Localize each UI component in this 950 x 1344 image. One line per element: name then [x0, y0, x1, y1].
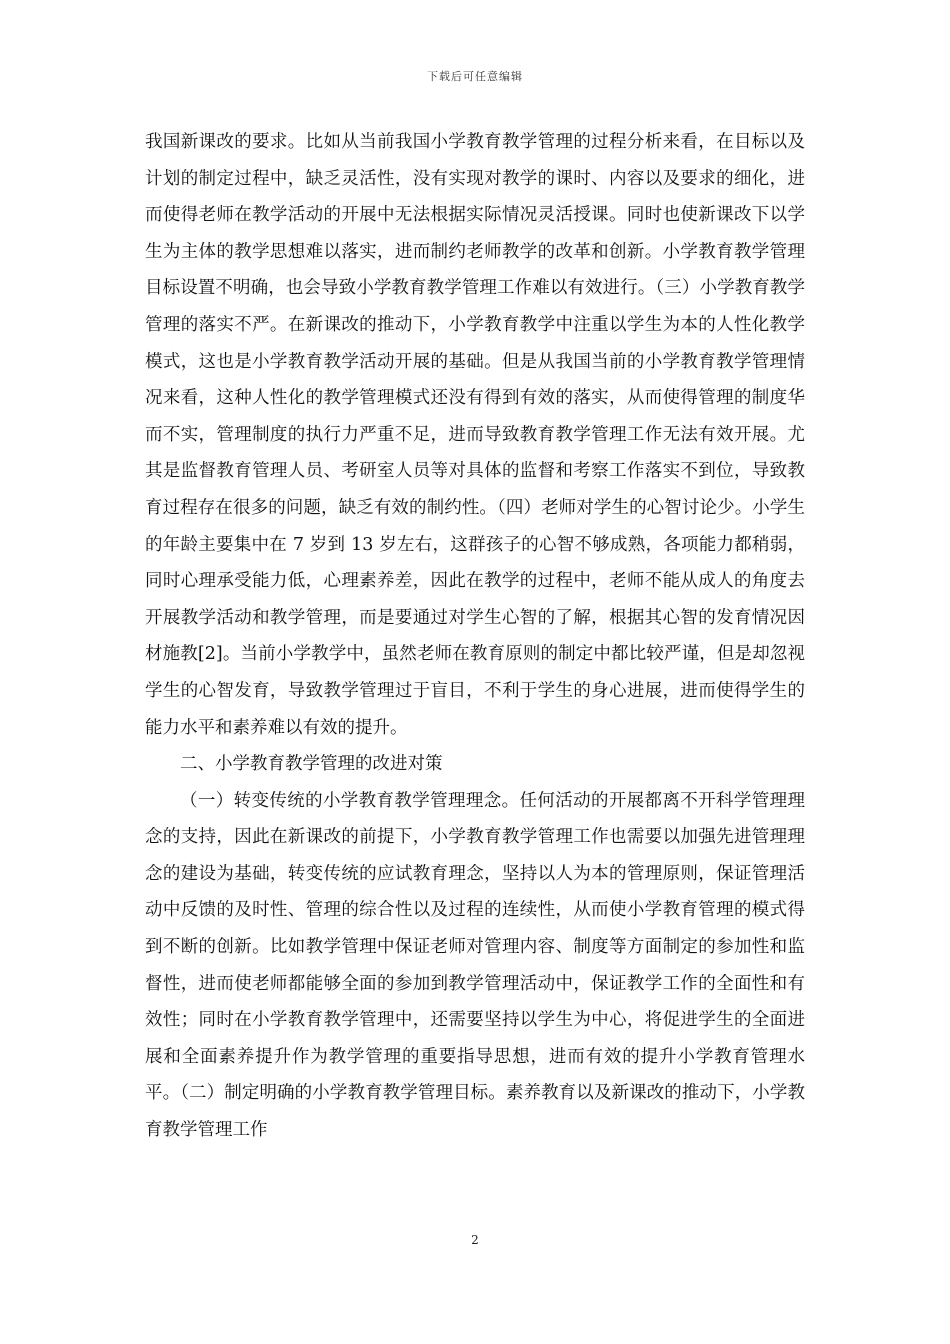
body-paragraph: 我国新课改的要求。比如从当前我国小学教育教学管理的过程分析来看，在目标以及计划的制定过程中，缺乏灵活性，没有实现对教学的课时、内容以及要求的细化，进而使得老师在教学活动的开展中无法根据实际情况灵活授课。同时也使新课改下以学生为主体的教学思想难以落实，进而制约老师教学的改革和创新。小学教育教学管理目标设置不明确，也会导致小学教育教学管理工作难以有效进行。（三）小学教育教学管理的落实不严。在新课改的推动下，小学教育教学中注重以学生为本的人性化教学模式，这也是小学教育教学活动开展的基础。但是从我国当前的小学教育教学管理情况来看，这种人性化的教学管理模式还没有得到有效的落实，从而使得管理的制度华而不实，管理制度的执行力严重不足，进而导致教育教学管理工作无法有效开展。尤其是监督教育管理人员、考研室人员等对具体的监督和考察工作落实不到位，导致教育过程存在很多的问题，缺乏有效的制约性。（四）老师对学生的心智讨论少。小学生的年龄主要集中在 7 岁到 13 岁左右，这群孩子的心智不够成熟，各项能力都稍弱，同时心理承受能力低，心理素养差，因此在教学的过程中，老师不能从成人的角度去开展教学活动和教学管理，而是要通过对学生心智的了解，根据其心智的发育情况因材施教[2]。当前小学教学中，虽然老师在教育原则的制定中都比较严谨，但是却忽视学生的心智发育，导致教学管理过于盲目，不利于学生的身心进展，进而使得学生的能力水平和素养难以有效的提升。: [145, 132, 805, 738]
page-header: 下载后可任意编辑: [427, 70, 523, 83]
section-heading: 二、小学教育教学管理的改进对策: [180, 754, 443, 775]
body-paragraph: （一）转变传统的小学教育教学管理理念。任何活动的开展都离不开科学管理理念的支持，因此在新课改的前提下，小学教育教学管理工作也需要以加强先进管理理念的建设为基础，转变传统的应试教育理念，坚持以人为本的管理原则，保证管理活动中反馈的及时性、管理的综合性以及过程的连续性，从而使小学教育管理的模式得到不断的创新。比如教学管理中保证老师对管理内容、制度等方面制定的参加性和监督性，进而使老师都能够全面的参加到教学管理活动中，保证教学工作的全面性和有效性；同时在小学教育教学管理中，还需要坚持以学生为中心，将促进学生的全面进展和全面素养提升作为教学管理的重要指导思想，进而有效的提升小学教育管理水平。（二）制定明确的小学教育教学管理目标。素养教育以及新课改的推动下，小学教育教学管理工作: [145, 790, 805, 1141]
page-number: 2: [471, 1233, 479, 1247]
document-body: [145, 124, 805, 1149]
